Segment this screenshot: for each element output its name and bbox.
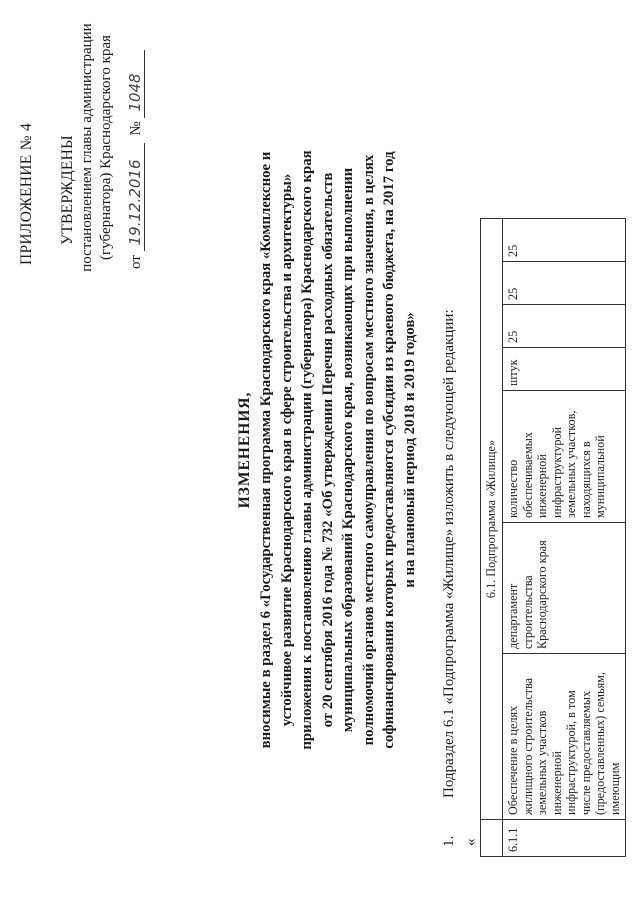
appendix-title: ПРИЛОЖЕНИЕ № 4 (18, 122, 35, 265)
paragraph-number: 1. (441, 835, 457, 847)
value-cell: 25 (503, 305, 626, 348)
indicator-cell: количество обеспечиваемых инженерной инфраструктурой земельных участков, находящихся в муниципальной (503, 391, 626, 523)
description-cell: Обеспечение в целях жилищного строительства земельных участков инженерной инфраструктурой, в том числе предоставляемых (предоставленных) семьям, имеющим (503, 654, 626, 820)
heading-title: ИЗМЕНЕНИЯ, (236, 391, 253, 509)
date-handwritten: 19.12.2016 (126, 159, 144, 246)
responsible-cell: департамент строительства Краснодарского края (503, 523, 626, 654)
date-line (128, 15, 145, 269)
table-row (503, 219, 626, 857)
open-quote: « (463, 838, 479, 846)
heading-text: вносимые в раздел 6 «Государственная программа Краснодарского края «Комплексное и устойчивое развитие Краснодарского края в сфере строительства и архитектуры» приложения к постановлению главы администрации (губернатора) Краснодарского края от 20 сентября 2016 года № 732 «Об утверждении Перечня расходных обязательств муниципальных образований Краснодарского края, возникающих при выполнении полномочий органов местного самоуправления по вопросам местного значения, в целях софинансирования которых предоставляются субсидии из краевого бюджета, на 2017 год и на плановый период 2018 и 2019 годов» (258, 150, 418, 750)
unit-cell: штук (503, 348, 626, 391)
value-cell: 25 (503, 219, 626, 262)
subprogram-title: 6.1. Подпрограмма «Жилище» (481, 219, 503, 820)
number-prefix: № (128, 121, 144, 136)
paragraph-line (441, 309, 458, 847)
code-cell: 6.1.1 (503, 820, 626, 857)
approved-label: УТВЕРЖДЕНЫ (59, 135, 76, 245)
appendix-block (18, 15, 145, 272)
subprogram-table (480, 218, 626, 857)
date-field (128, 143, 145, 251)
paragraph-text: Подраздел 6.1 «Подпрограмма «Жилище» изложить в следующей редакции: (441, 309, 457, 798)
date-prefix: от (128, 255, 144, 269)
number-field (128, 50, 145, 118)
heading-block (236, 150, 420, 750)
title-spacer-cell (481, 820, 503, 857)
decree-text: постановлением главы администрации (губернатора) Краснодарского края (79, 23, 114, 272)
table-title-row (481, 219, 503, 857)
number-handwritten: 1048 (126, 73, 144, 112)
value-cell: 25 (503, 262, 626, 305)
